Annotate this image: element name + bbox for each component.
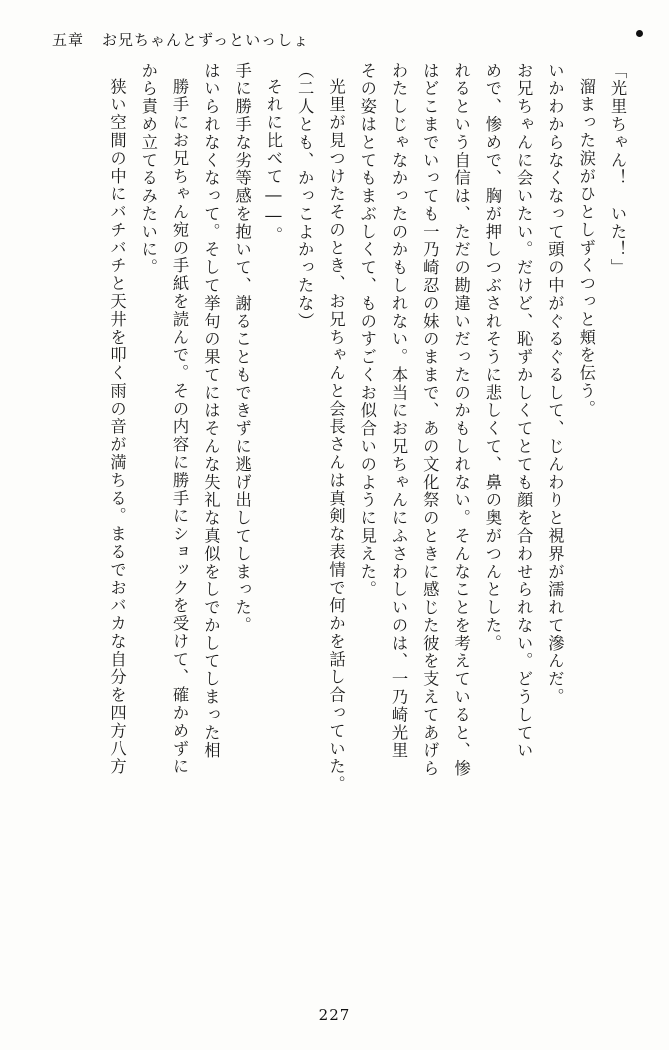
paragraph: それに比べて――。 [263,78,283,245]
paragraph: わたしじゃなかったのかもしれない。本当にお兄ちゃんにふさわしいのは、一乃崎光里 [389,62,409,760]
paragraph: 手に勝手な劣等感を抱いて、謝ることもできずに逃げ出してしまった。 [232,62,252,635]
paragraph: いかわからなくなって頭の中がぐるぐるして、じんわりと視界が濡れて滲んだ。 [545,62,565,707]
paragraph: 勝手にお兄ちゃん宛の手紙を読んで。その内容に勝手にショックを受けて、確かめずに [170,78,190,777]
paragraph: 「光里ちゃん！ いた！」 [608,62,627,277]
paragraph: はいられなくなって。そして挙句の果てにはそんな失礼な真似をしでかしてしまった相 [201,62,221,760]
paragraph: から責め立てるみたいに。 [138,62,158,277]
chapter-number: 五章 [52,30,85,49]
paragraph: （二人とも、かっこよかったな） [295,62,315,331]
page-number: 227 [318,1006,351,1024]
paragraph: その姿はとてもまぶしくて、ものすごくお似合いのように見えた。 [357,62,377,599]
vertical-body-text [26,62,633,978]
paragraph: れるという自信は、ただの勘違いだったのかもしれない。そんなことを考えていると、惨 [451,62,471,778]
paragraph: はどこまでいっても一乃崎忍の妹のままで、あの文化祭のときに感じた彼を支えてあげら [420,62,440,778]
paragraph: めで、惨めで、胸が押しつぶされそうに悲しくて、鼻の奥がつんとした。 [482,62,502,653]
paragraph: お兄ちゃんに会いたい。だけど、恥ずかしくてとても顔を合わせられない。どうしてい [514,62,534,760]
chapter-title: お兄ちゃんとずっといっしょ [102,30,310,49]
paragraph: 狭い空間の中にバチバチと天井を叩く雨の音が満ちる。まるでおバカな自分を四方八方 [107,78,127,777]
paragraph: 溜まった涙がひとしずくつっと頬を伝う。 [576,78,596,419]
paragraph: 光里が見つけたそのとき、お兄ちゃんと会長さんは真剣な表情で何かを話し合っていた。 [326,78,346,794]
bullet-marker-icon [636,30,643,37]
running-header [0,24,669,54]
